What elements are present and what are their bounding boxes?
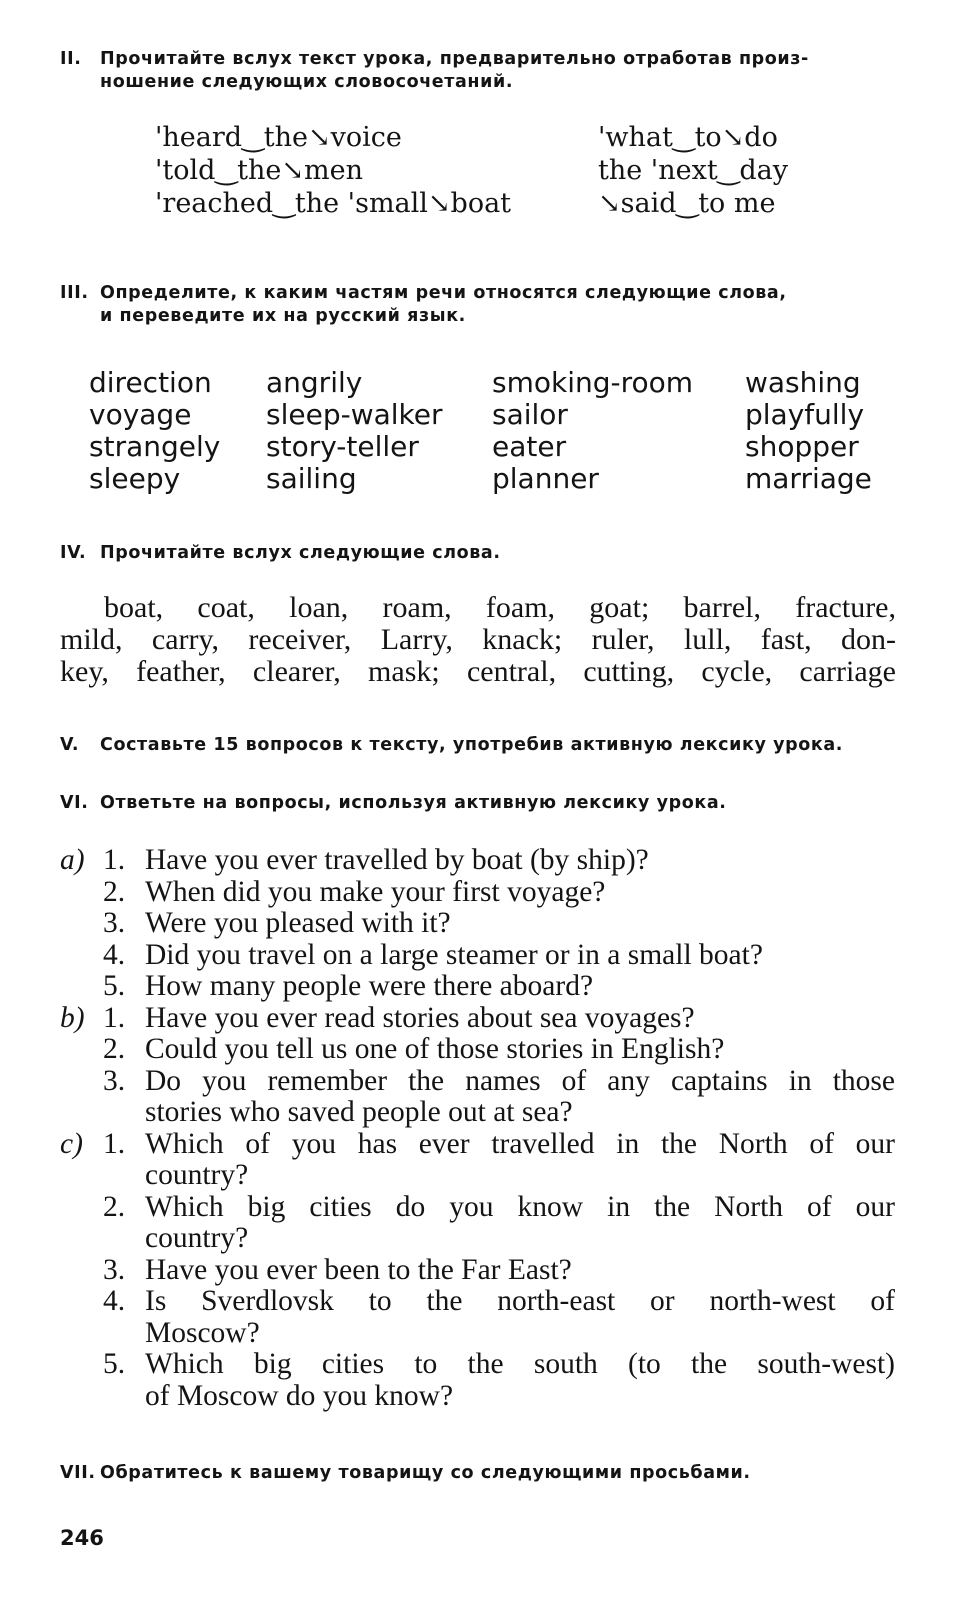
word: planner bbox=[492, 462, 599, 495]
word: sailor bbox=[492, 398, 568, 431]
task-number: III. bbox=[60, 283, 89, 303]
question-number: 2. bbox=[103, 1033, 126, 1065]
instruction-text: Прочитайте вслух следующие слова. bbox=[100, 543, 501, 563]
question-number: 2. bbox=[103, 1190, 126, 1223]
task-number: IV. bbox=[60, 543, 87, 563]
word: strangely bbox=[89, 430, 221, 463]
word: shopper bbox=[745, 430, 859, 463]
question-text: Did you travel on a large steamer or in a small boat? bbox=[145, 938, 763, 971]
question-text: Were you pleased with it? bbox=[145, 907, 451, 939]
question-text: Is Sverdlovsk to the north-east or north-west of bbox=[145, 1285, 895, 1317]
word: direction bbox=[89, 366, 212, 399]
word: eater bbox=[492, 430, 567, 463]
word: angrily bbox=[266, 366, 363, 399]
word: washing bbox=[745, 366, 861, 399]
question-number: 3. bbox=[103, 1064, 126, 1097]
question-text: Moscow? bbox=[145, 1316, 260, 1349]
page-number: 246 bbox=[60, 1526, 104, 1550]
word: story-teller bbox=[266, 430, 419, 463]
word: smoking-room bbox=[492, 366, 694, 399]
question-number: 1. bbox=[103, 1127, 126, 1160]
instruction-text: ношение следующих словосочетаний. bbox=[100, 72, 514, 92]
phrase: ↘said‿to me bbox=[598, 188, 776, 219]
question-number: 4. bbox=[103, 938, 126, 971]
question-number: 5. bbox=[103, 970, 126, 1002]
task-number: VI. bbox=[60, 793, 89, 813]
question-text: Have you ever travelled by boat (by ship)? bbox=[145, 844, 649, 876]
question-number: 1. bbox=[103, 844, 126, 876]
question-number: 5. bbox=[103, 1348, 126, 1380]
phrase: the 'next‿day bbox=[598, 155, 789, 186]
phrase: 'told‿the↘men bbox=[155, 155, 363, 186]
question-number: 2. bbox=[103, 875, 126, 908]
question-text: Have you ever been to the Far East? bbox=[145, 1253, 572, 1286]
word: sleep-walker bbox=[266, 398, 443, 431]
words-line: mild, carry, receiver, Larry, knack; ruler, lull, fast, don- bbox=[60, 623, 896, 656]
task-number: VII. bbox=[60, 1463, 96, 1483]
question-text: Could you tell us one of those stories in English? bbox=[145, 1033, 725, 1065]
word: marriage bbox=[745, 462, 872, 495]
question-number: 3. bbox=[103, 1253, 126, 1286]
instruction-text: Ответьте на вопросы, используя активную лексику урока. bbox=[100, 793, 727, 813]
task-number: II. bbox=[60, 49, 82, 69]
question-number: 3. bbox=[103, 907, 126, 939]
question-text: country? bbox=[145, 1159, 249, 1191]
phrase: 'reached‿the 'small↘boat bbox=[155, 188, 512, 219]
instruction-text: Определите, к каким частям речи относятся следующие слова, bbox=[100, 283, 787, 303]
word: sailing bbox=[266, 462, 357, 495]
question-group-label: c) bbox=[60, 1127, 83, 1160]
words-line: boat, coat, loan, roam, foam, goat; barrel, fracture, bbox=[104, 591, 896, 624]
question-text: Do you remember the names of any captains in those bbox=[145, 1064, 895, 1097]
instruction-text: и переведите их на русский язык. bbox=[100, 306, 466, 326]
word: sleepy bbox=[89, 462, 181, 495]
phrase: 'what‿to↘do bbox=[598, 122, 778, 153]
question-text: Which big cities to the south (to the south-west) bbox=[145, 1348, 895, 1380]
question-number: 4. bbox=[103, 1285, 126, 1317]
question-group-label: b) bbox=[60, 1001, 85, 1034]
word: voyage bbox=[89, 398, 192, 431]
question-text: of Moscow do you know? bbox=[145, 1379, 454, 1412]
task-7-instruction bbox=[60, 1462, 912, 1485]
task-number: V. bbox=[60, 735, 80, 755]
question-group-label: a) bbox=[60, 844, 85, 876]
question-text: Have you ever read stories about sea voyages? bbox=[145, 1001, 695, 1034]
phrase: 'heard‿the↘voice bbox=[155, 122, 402, 153]
instruction-text: Прочитайте вслух текст урока, предварительно отработав произ- bbox=[100, 49, 809, 69]
question-text: Which of you has ever travelled in the North of our bbox=[145, 1127, 895, 1160]
question-text: stories who saved people out at sea? bbox=[145, 1096, 573, 1128]
question-text: How many people were there aboard? bbox=[145, 970, 594, 1002]
words-line: key, feather, clearer, mask; central, cutting, cycle, carriage bbox=[60, 655, 896, 688]
question-number: 1. bbox=[103, 1001, 126, 1034]
question-text: country? bbox=[145, 1222, 249, 1254]
word: playfully bbox=[745, 398, 865, 431]
question-text: When did you make your first voyage? bbox=[145, 875, 606, 908]
instruction-text: Обратитесь к вашему товарищу со следующими просьбами. bbox=[100, 1463, 751, 1483]
instruction-text: Составьте 15 вопросов к тексту, употребив активную лексику урока. bbox=[100, 735, 844, 755]
question-text: Which big cities do you know in the North of our bbox=[145, 1190, 895, 1223]
